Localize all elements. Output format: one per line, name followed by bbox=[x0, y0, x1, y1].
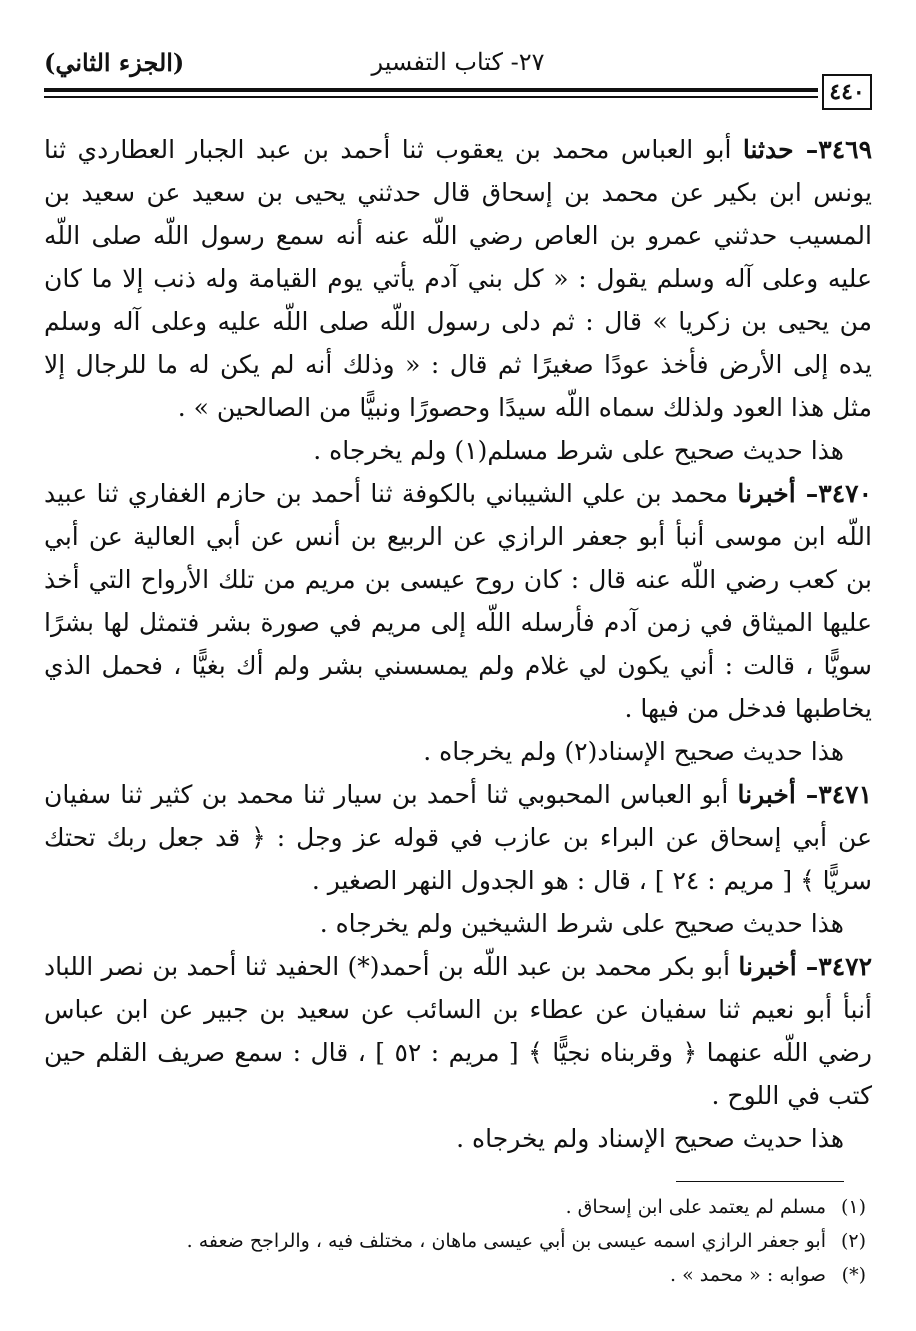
footnote-text: صوابه : « محمد » . bbox=[670, 1264, 826, 1286]
hadith-verb: أخبرنا bbox=[737, 780, 796, 809]
hadith-verb: حدثنا bbox=[742, 135, 794, 164]
hadith-entry bbox=[44, 472, 872, 773]
hadith-number: ٣٤٧٠ bbox=[818, 479, 872, 508]
footnote bbox=[44, 1258, 866, 1292]
hadith-paragraph: ٣٤٧١– أخبرنا أبو العباس المحبوبي ثنا أحمد بن سيار ثنا محمد بن كثير ثنا سفيان عن أبي إسحاق عن البراء بن عازب في قوله عز وجل : ﴿ قد جعل ربك تحتك سريًّا ﴾ [ مريم : ٢٤ ] ، قال : هو الجدول النهر الصغير . bbox=[44, 780, 872, 895]
footnote-mark: (٢) bbox=[840, 1230, 866, 1252]
hadith-number: ٣٤٦٩ bbox=[818, 135, 872, 164]
hadith-paragraph: ٣٤٧٢– أخبرنا أبو بكر محمد بن عبد اللّه بن أحمد(*) الحفيد ثنا أحمد بن نصر اللباد أنبأ أبو نعيم ثنا سفيان عن عطاء بن السائب عن سعيد بن جبير عن ابن عباس رضي اللّه عنهما ﴿ وقربناه نجيًّا ﴾ [ مريم : ٥٢ ] ، قال : سمع صريف القلم حين كتب في اللوح . bbox=[44, 952, 872, 1110]
book-title: ٢٧- كتاب التفسير bbox=[371, 48, 545, 76]
footnote bbox=[44, 1190, 866, 1224]
hadith-entry bbox=[44, 945, 872, 1160]
hadith-text: أبو بكر محمد بن عبد اللّه بن أحمد(*) الحفيد ثنا أحمد بن نصر اللباد أنبأ أبو نعيم ثنا سفيان عن عطاء بن السائب عن سعيد بن جبير عن ابن عباس رضي اللّه عنهما ﴿ وقربناه نجيًّا ﴾ [ مريم : ٥٢ ] ، قال : سمع صريف القلم حين كتب في اللوح . bbox=[44, 952, 872, 1110]
footnote bbox=[44, 1224, 866, 1258]
hadith-entry bbox=[44, 773, 872, 945]
footnote-mark: (*) bbox=[841, 1264, 866, 1286]
hadith-paragraph: ٣٤٦٩– حدثنا أبو العباس محمد بن يعقوب ثنا أحمد بن عبد الجبار العطاردي ثنا يونس ابن بكير عن محمد بن إسحاق قال حدثني يحيى بن سعيد عن سعيد بن المسيب حدثني عمرو بن العاص رضي اللّه عنه أنه سمع رسول اللّه صلى اللّه عليه وعلى آله وسلم يقول : « كل بني آدم يأتي يوم القيامة وله ذنب إلا ما كان من يحيى بن زكريا » قال : ثم دلى رسول اللّه صلى اللّه عليه وعلى آله وسلم يده إلى الأرض فأخذ عودًا صغيرًا ثم قال : « وذلك أنه لم يكن له ما للرجال إلا مثل هذا العود ولذلك سماه اللّه سيدًا وحصورًا ونبيًّا من الصالحين » . bbox=[44, 135, 872, 422]
footnote-separator bbox=[676, 1181, 844, 1182]
main-text bbox=[44, 128, 872, 1160]
hadith-number: ٣٤٧١ bbox=[818, 780, 872, 809]
running-header bbox=[44, 40, 872, 84]
hadith-text: أبو العباس محمد بن يعقوب ثنا أحمد بن عبد الجبار العطاردي ثنا يونس ابن بكير عن محمد بن إسحاق قال حدثني يحيى بن سعيد عن سعيد بن المسيب حدثني عمرو بن العاص رضي اللّه عنه أنه سمع رسول اللّه صلى اللّه عليه وعلى آله وسلم يقول : « كل بني آدم يأتي يوم القيامة وله ذنب إلا ما كان من يحيى بن زكريا » قال : ثم دلى رسول اللّه صلى اللّه عليه وعلى آله وسلم يده إلى الأرض فأخذ عودًا صغيرًا ثم قال : « وذلك أنه لم يكن له ما للرجال إلا مثل هذا العود ولذلك سماه اللّه سيدًا وحصورًا ونبيًّا من الصالحين » . bbox=[44, 135, 872, 422]
hadith-entry bbox=[44, 128, 872, 472]
hadith-verb: أخبرنا bbox=[738, 952, 797, 981]
hadith-text: أبو العباس المحبوبي ثنا أحمد بن سيار ثنا محمد بن كثير ثنا سفيان عن أبي إسحاق عن البراء بن عازب في قوله عز وجل : ﴿ قد جعل ربك تحتك سريًّا ﴾ [ مريم : ٢٤ ] ، قال : هو الجدول النهر الصغير . bbox=[44, 780, 872, 895]
footnote-mark: (١) bbox=[840, 1196, 866, 1218]
footnote-text: أبو جعفر الرازي اسمه عيسى بن أبي عيسى ماهان ، مختلف فيه ، والراجح ضعفه . bbox=[186, 1230, 826, 1252]
hadith-verdict: هذا حديث صحيح على شرط مسلم(١) ولم يخرجاه . bbox=[313, 436, 844, 465]
page-number: ٤٤٠ bbox=[822, 74, 872, 110]
header-rule-thick bbox=[44, 88, 818, 92]
hadith-number: ٣٤٧٢ bbox=[818, 952, 872, 981]
footnotes bbox=[44, 1190, 866, 1292]
hadith-paragraph: ٣٤٧٠– أخبرنا محمد بن علي الشيباني بالكوفة ثنا أحمد بن حازم الغفاري ثنا عبيد اللّه ابن موسى أنبأ أبو جعفر الرازي عن الربيع بن أنس عن أبي العالية عن أبي بن كعب رضي اللّه عنه قال : كان روح عيسى بن مريم من تلك الأرواح التي أخذ عليها الميثاق في زمن آدم فأرسله اللّه إلى مريم في صورة بشر فتمثل لها بشرًا سويًّا ، قالت : أني يكون لي غلام ولم يمسسني بشر ولم أك بغيًّا ، فحمل الذي يخاطبها فدخل من فيها . bbox=[44, 479, 872, 723]
hadith-verdict: هذا حديث صحيح الإسناد(٢) ولم يخرجاه . bbox=[423, 737, 844, 766]
hadith-verdict: هذا حديث صحيح على شرط الشيخين ولم يخرجاه . bbox=[319, 909, 844, 938]
footnote-text: مسلم لم يعتمد على ابن إسحاق . bbox=[565, 1196, 826, 1218]
part-label: (الجزء الثاني) bbox=[44, 48, 185, 77]
hadith-verdict: هذا حديث صحيح الإسناد ولم يخرجاه . bbox=[456, 1124, 844, 1153]
hadith-verb: أخبرنا bbox=[737, 479, 796, 508]
header-rule-thin bbox=[44, 96, 818, 98]
hadith-text: محمد بن علي الشيباني بالكوفة ثنا أحمد بن حازم الغفاري ثنا عبيد اللّه ابن موسى أنبأ أبو جعفر الرازي عن الربيع بن أنس عن أبي العالية عن أبي بن كعب رضي اللّه عنه قال : كان روح عيسى بن مريم من تلك الأرواح التي أخذ عليها الميثاق في زمن آدم فأرسله اللّه إلى مريم في صورة بشر فتمثل لها بشرًا سويًّا ، قالت : أني يكون لي غلام ولم يمسسني بشر ولم أك بغيًّا ، فحمل الذي يخاطبها فدخل من فيها . bbox=[44, 479, 872, 723]
